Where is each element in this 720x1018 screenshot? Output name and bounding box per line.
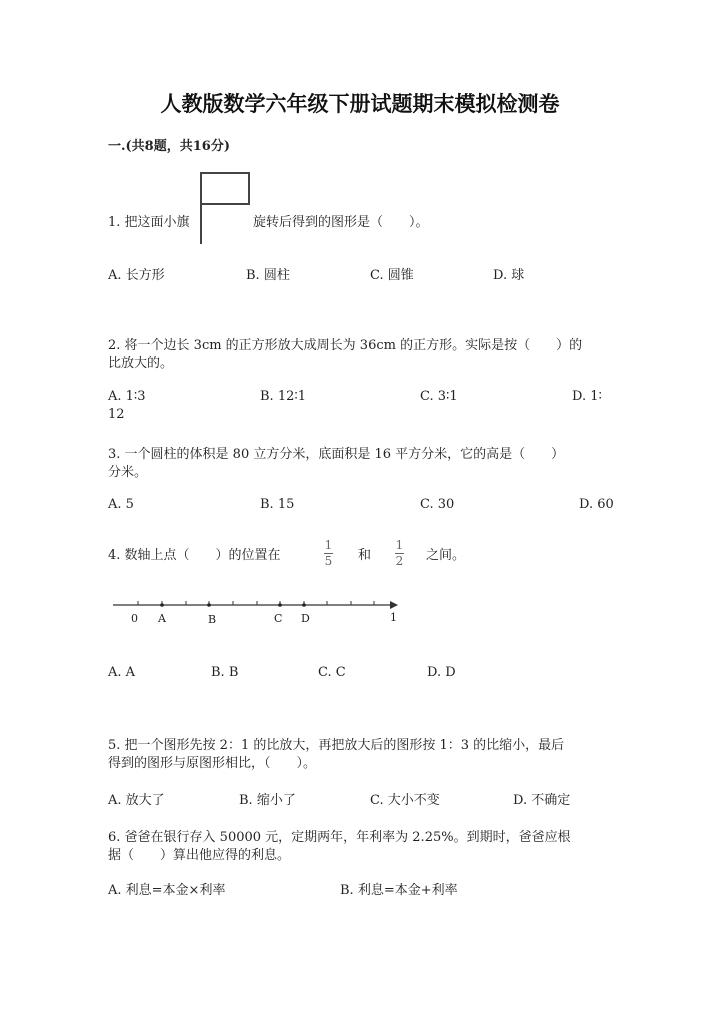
q4-stem-b: 之间。 <box>426 548 466 563</box>
number-line-label-b: B <box>208 613 217 626</box>
q5-option-c[interactable]: C. 大小不变 <box>370 793 440 808</box>
q3-option-c[interactable]: C. 30 <box>420 497 455 512</box>
fraction-denominator: 5 <box>324 554 333 568</box>
q5-option-d[interactable]: D. 不确定 <box>513 793 571 808</box>
fraction-denominator: 2 <box>395 554 404 568</box>
q4-stem-a: 4. 数轴上点（ ）的位置在 <box>108 548 281 563</box>
q3-option-a[interactable]: A. 5 <box>108 497 134 512</box>
q2-option-b[interactable]: B. 12∶1 <box>260 389 307 404</box>
q2-option-d[interactable]: D. 1∶ <box>572 389 602 404</box>
q4-option-b[interactable]: B. B <box>211 665 239 680</box>
number-line-label-1: 1 <box>390 611 397 624</box>
number-line-label-a: A <box>158 612 166 625</box>
flag-figure <box>198 170 253 246</box>
page-title: 人教版数学六年级下册试题期末模拟检测卷 <box>160 91 560 116</box>
q5-line1: 5. 把一个图形先按 2：1 的比放大，再把放大后的图形按 1：3 的比缩小，最后 <box>108 738 565 753</box>
q3-line2: 分米。 <box>108 465 148 480</box>
number-line-label-d: D <box>301 612 310 625</box>
q4-option-a[interactable]: A. A <box>108 665 136 680</box>
q2-option-c[interactable]: C. 3∶1 <box>420 389 458 404</box>
section-heading: 一.(共8题，共16分) <box>108 139 230 154</box>
q6-line2: 据（ ）算出他应得的利息。 <box>108 848 291 863</box>
q4-option-d[interactable]: D. D <box>427 665 456 680</box>
q3-option-b[interactable]: B. 15 <box>260 497 295 512</box>
fraction-one-half <box>395 538 404 569</box>
q3-line1: 3. 一个圆柱的体积是 80 立方分米，底面积是 16 平方分米，它的高是（ ） <box>108 447 565 462</box>
q5-line2: 得到的图形与原图形相比，（ ）。 <box>108 756 317 771</box>
q3-option-d[interactable]: D. 60 <box>579 497 614 512</box>
q2-option-d-wrap: 12 <box>108 407 125 422</box>
q5-option-a[interactable]: A. 放大了 <box>108 793 165 808</box>
q1-option-a[interactable]: A. 长方形 <box>108 268 165 283</box>
q2-line2: 比放大的。 <box>108 356 174 371</box>
q1-option-b[interactable]: B. 圆柱 <box>246 268 290 283</box>
q1-stem-b: 旋转后得到的图形是（ ）。 <box>253 215 429 230</box>
number-line-label-c: C <box>274 612 283 625</box>
number-line-label-0: 0 <box>131 612 138 625</box>
q1-stem-a: 1. 把这面小旗 <box>108 215 190 230</box>
q6-line1: 6. 爸爸在银行存入 50000 元，定期两年，年利率为 2.25%。到期时，爸爸应根 <box>108 830 571 845</box>
q2-option-a[interactable]: A. 1∶3 <box>108 389 146 404</box>
fraction-one-fifth <box>324 538 333 569</box>
q6-option-b[interactable]: B. 利息=本金+利率 <box>340 883 458 898</box>
q1-option-c[interactable]: C. 圆锥 <box>370 268 414 283</box>
q6-option-a[interactable]: A. 利息=本金×利率 <box>108 883 226 898</box>
number-line <box>110 596 400 616</box>
fraction-numerator: 1 <box>395 538 404 552</box>
fraction-numerator: 1 <box>324 538 333 552</box>
q2-line1: 2. 将一个边长 3cm 的正方形放大成周长为 36cm 的正方形。实际是按（ ）的 <box>108 338 583 353</box>
q4-option-c[interactable]: C. C <box>318 665 346 680</box>
q1-option-d[interactable]: D. 球 <box>493 268 525 283</box>
q4-and: 和 <box>358 548 372 563</box>
q5-option-b[interactable]: B. 缩小了 <box>239 793 296 808</box>
